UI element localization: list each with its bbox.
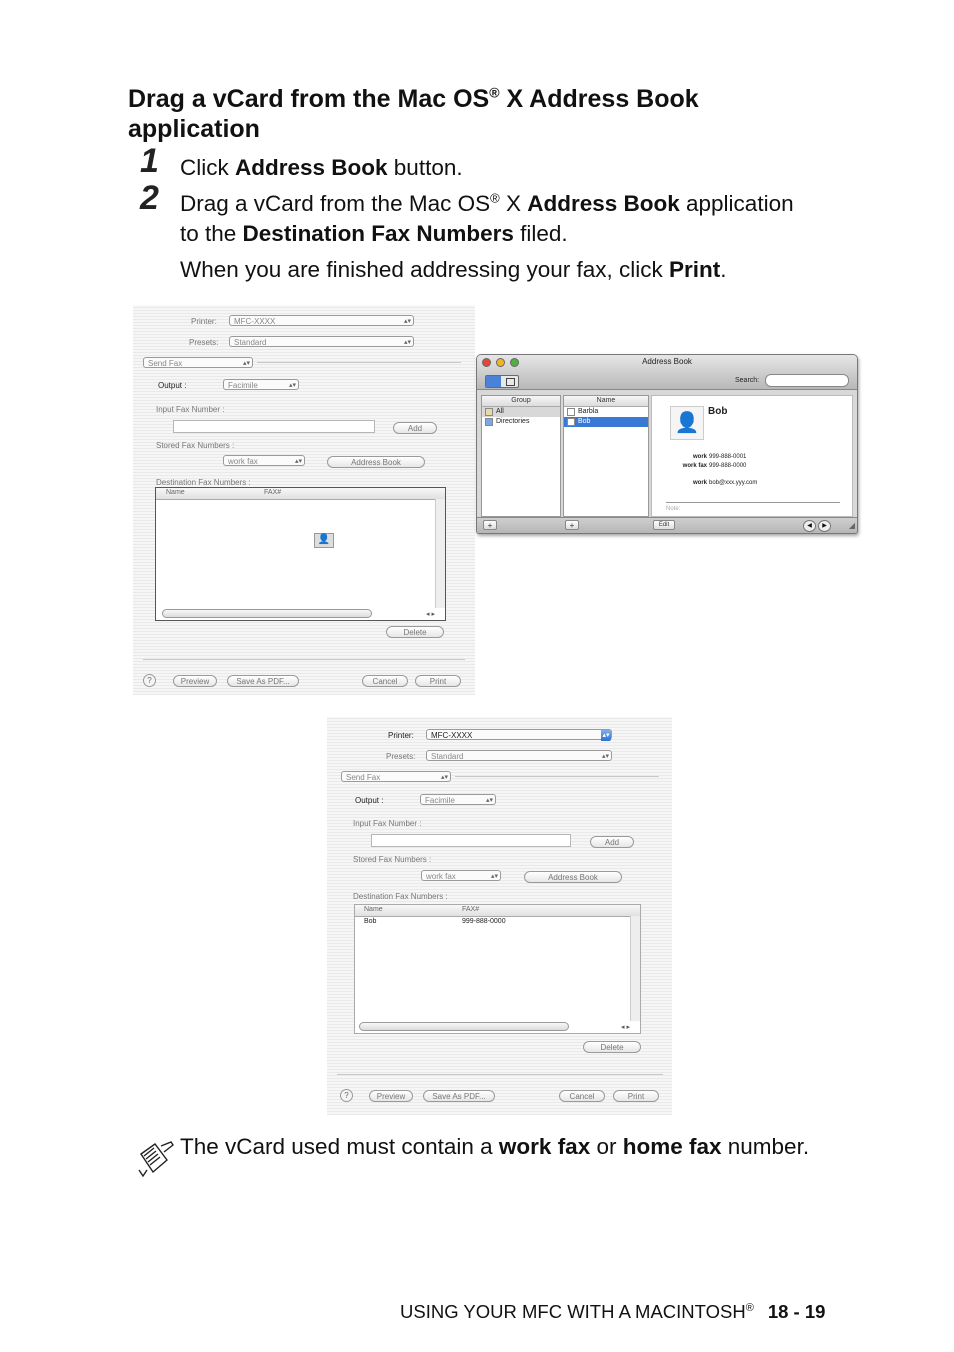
presets-popup[interactable]: Standard ▴▾ (426, 750, 612, 761)
search-label: Search: (735, 377, 760, 384)
dragged-vcard-icon: 👤 (314, 533, 334, 548)
address-book-bottom-bar (477, 517, 857, 534)
note-pad-icon (137, 1140, 175, 1178)
output-label: Output : (158, 381, 187, 390)
list-header (156, 488, 445, 500)
popup-arrows-icon: ▴▾ (288, 382, 296, 389)
group-icon (485, 408, 493, 416)
field-value: 999-888-0000 (709, 463, 747, 469)
step-number-2: 2 (140, 179, 159, 217)
directory-icon (485, 418, 493, 426)
group-item-all[interactable]: All (482, 407, 560, 417)
add-button[interactable]: Add (590, 836, 634, 848)
row-name: Bob (364, 918, 377, 925)
destination-fax-list[interactable] (155, 487, 446, 621)
card-pane (651, 395, 853, 517)
scroll-arrows-icon[interactable]: ◂ ▸ (426, 611, 435, 618)
divider (143, 659, 465, 660)
preview-button[interactable]: Preview (369, 1090, 413, 1102)
note-text: The vCard used must contain a work fax or home fax number. (180, 1134, 810, 1159)
popup-arrows-icon: ▴▾ (440, 774, 448, 781)
input-fax-field[interactable] (371, 834, 571, 847)
mode-popup[interactable]: Send Fax ▴▾ (143, 357, 253, 368)
popup-arrows-icon: ▴▾ (403, 318, 411, 325)
address-book-button[interactable]: Address Book (524, 871, 622, 883)
window-title: Address Book (642, 357, 692, 366)
next-card-icon[interactable]: ▶ (818, 520, 831, 532)
card-icon (567, 418, 575, 426)
finish-text: When you are finished addressing your fax, click Print. (180, 257, 727, 282)
divider (455, 776, 659, 777)
printer-label: Printer: (388, 731, 414, 740)
printer-popup[interactable]: MFC-XXXX ▴▾ (229, 315, 414, 326)
help-button[interactable]: ? (340, 1089, 353, 1102)
field-value: bob@xxx.yyy.com (709, 480, 758, 486)
view-columns-icon[interactable] (486, 376, 501, 387)
destination-fax-label: Destination Fax Numbers : (156, 478, 251, 487)
table-row[interactable] (355, 918, 625, 928)
field-value: 999-888-0001 (709, 454, 747, 460)
output-label: Output : (355, 796, 384, 805)
help-button[interactable]: ? (143, 674, 156, 687)
address-book-window (476, 354, 858, 534)
column-name-header[interactable]: Name (166, 489, 185, 496)
delete-button[interactable]: Delete (583, 1041, 641, 1053)
address-book-button[interactable]: Address Book (327, 456, 425, 468)
edit-button[interactable]: Edit (653, 520, 675, 530)
output-popup[interactable]: Facimile ▴▾ (420, 794, 496, 805)
popup-arrows-icon: ▴▾ (242, 360, 250, 367)
name-item-barbla[interactable]: Barbla (564, 407, 648, 417)
section-heading: Drag a vCard from the Mac OS® X Address Book application (128, 84, 699, 143)
cancel-button[interactable]: Cancel (559, 1090, 605, 1102)
popup-arrows-icon: ▴▾ (294, 458, 302, 465)
row-fax: 999-888-0000 (462, 918, 506, 925)
stored-fax-popup[interactable]: work fax ▴▾ (421, 870, 501, 881)
print-button[interactable]: Print (415, 675, 461, 687)
presets-popup[interactable]: Standard ▴▾ (229, 336, 414, 347)
cancel-button[interactable]: Cancel (362, 675, 408, 687)
popup-arrows-icon: ▴▾ (490, 873, 498, 880)
print-dialog-1 (133, 305, 475, 695)
save-as-pdf-button[interactable]: Save As PDF... (423, 1090, 495, 1102)
resize-grip-icon[interactable]: ◢ (848, 521, 855, 530)
address-book-toolbar (477, 355, 857, 390)
column-fax-header[interactable]: FAX# (264, 489, 282, 496)
name-item-bob[interactable]: Bob (564, 417, 648, 427)
popup-arrows-icon: ▴▾ (602, 732, 610, 739)
group-column (481, 395, 561, 517)
horizontal-scrollbar[interactable] (359, 1022, 569, 1031)
page-number: 18 - 19 (767, 1301, 826, 1322)
name-header[interactable]: Name (564, 396, 648, 407)
contact-photo-icon[interactable]: 👤 (670, 406, 704, 440)
divider (666, 502, 840, 503)
preview-button[interactable]: Preview (173, 675, 217, 687)
page-footer: USING YOUR MFC WITH A MACINTOSH® 18 - 19 (400, 1301, 826, 1322)
note-label: Note: (666, 506, 681, 512)
output-popup[interactable]: Facimile ▴▾ (223, 379, 299, 390)
popup-arrows-icon: ▴▾ (485, 797, 493, 804)
vertical-scrollbar[interactable] (630, 916, 640, 1021)
field-label: work fax (682, 463, 707, 469)
input-fax-field[interactable] (173, 420, 375, 433)
group-item-directories[interactable]: Directories (482, 417, 560, 427)
presets-label: Presets: (189, 338, 219, 347)
input-fax-label: Input Fax Number : (353, 819, 422, 828)
printer-popup[interactable]: MFC-XXXX ▴▾ (426, 729, 612, 740)
add-person-button[interactable]: + (565, 520, 579, 530)
printer-label: Printer: (191, 317, 217, 326)
divider (257, 362, 461, 363)
horizontal-scrollbar[interactable] (162, 609, 372, 618)
field-label: work (692, 454, 707, 460)
step-number-1: 1 (140, 142, 159, 180)
mode-popup[interactable]: Send Fax ▴▾ (341, 771, 451, 782)
field-label: work (692, 480, 707, 486)
save-as-pdf-button[interactable]: Save As PDF... (227, 675, 299, 687)
destination-fax-label: Destination Fax Numbers : (353, 892, 448, 901)
delete-button[interactable]: Delete (386, 626, 444, 638)
input-fax-label: Input Fax Number : (156, 405, 225, 414)
add-group-button[interactable]: + (483, 520, 497, 530)
previous-card-icon[interactable]: ◀ (803, 520, 816, 532)
column-name-header[interactable]: Name (364, 906, 383, 913)
step-2-text: Drag a vCard from the Mac OS® X Address Book application to the Destination Fax Numbers filed. (180, 190, 794, 246)
stored-fax-label: Stored Fax Numbers : (156, 441, 235, 450)
stored-fax-label: Stored Fax Numbers : (353, 855, 432, 864)
card-icon (567, 408, 575, 416)
card-name: Bob (708, 406, 728, 417)
print-button[interactable]: Print (613, 1090, 659, 1102)
name-column (563, 395, 649, 517)
presets-label: Presets: (386, 752, 416, 761)
popup-arrows-icon: ▴▾ (403, 339, 411, 346)
column-fax-header[interactable]: FAX# (462, 906, 480, 913)
divider (337, 1074, 663, 1075)
add-button[interactable]: Add (393, 422, 437, 434)
search-input[interactable] (765, 374, 849, 387)
vertical-scrollbar[interactable] (435, 499, 445, 608)
view-card-icon[interactable] (506, 378, 515, 386)
print-dialog-2 (327, 717, 672, 1115)
step-1-text: Click Address Book button. (180, 155, 463, 180)
popup-arrows-icon: ▴▾ (601, 753, 609, 760)
list-header (355, 905, 640, 917)
view-toggle[interactable] (485, 375, 519, 388)
destination-fax-list[interactable] (354, 904, 641, 1034)
scroll-arrows-icon[interactable]: ◂ ▸ (621, 1024, 630, 1031)
stored-fax-popup[interactable]: work fax ▴▾ (223, 455, 305, 466)
group-header[interactable]: Group (482, 396, 560, 407)
